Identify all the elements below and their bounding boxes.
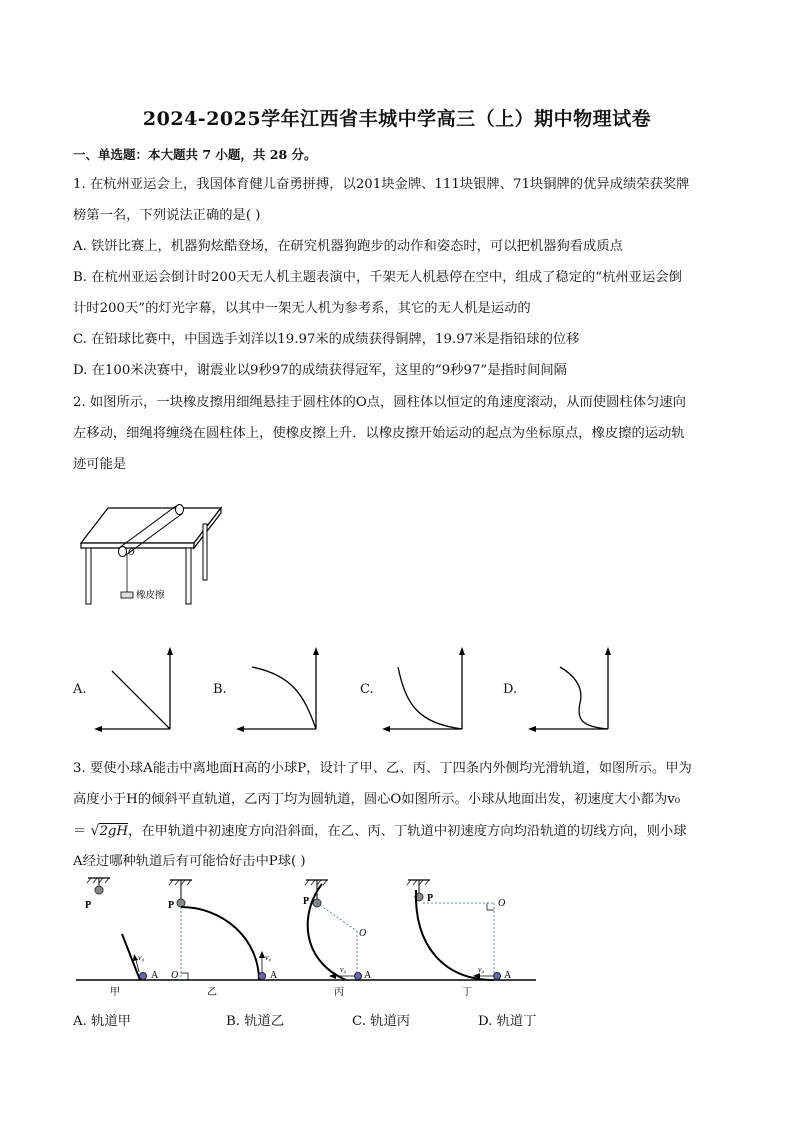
q3-answer-c: C. 轨道丙 xyxy=(352,1014,411,1029)
svg-text:甲: 甲 xyxy=(110,987,120,998)
svg-text:丁: 丁 xyxy=(462,987,472,998)
svg-text:v₀: v₀ xyxy=(138,953,145,962)
q2-option-a-graph xyxy=(90,645,180,735)
q3-answer-a: A. 轨道甲 xyxy=(73,1014,131,1029)
q2-stem-line3: 迹可能是 xyxy=(73,457,127,472)
sqrt-symbol: √ xyxy=(90,823,100,839)
svg-text:A: A xyxy=(364,970,372,981)
svg-text:P: P xyxy=(303,896,310,907)
svg-text:A: A xyxy=(151,970,159,981)
q2-stem-line2: 左移动，细绳将缠绕在圆柱体上，使橡皮擦上升．以橡皮擦开始运动的起点为坐标原点，橡皮擦的运动轨 xyxy=(73,426,685,441)
svg-text:P: P xyxy=(168,900,175,911)
q2-option-d-graph xyxy=(524,645,616,735)
q2-option-c-label: C. xyxy=(360,682,374,697)
svg-text:乙: 乙 xyxy=(207,987,217,998)
q1-stem-line2: 榜第一名，下列说法正确的是( ) xyxy=(73,208,261,223)
q2-option-c-graph xyxy=(378,645,470,735)
q2-option-b-graph xyxy=(232,645,324,735)
section-heading: 一、单选题：本大题共 7 小题，共 28 分。 xyxy=(73,147,317,162)
q1-option-d: D. 在100米决赛中，谢震业以9秒97的成绩获得冠军，这里的“9秒97”是指时间间隔 xyxy=(73,363,567,378)
eraser-label: 橡皮擦 xyxy=(136,590,165,601)
exam-title: 2024-2025学年江西省丰城中学高三（上）期中物理试卷 xyxy=(142,108,652,130)
svg-text:v₀: v₀ xyxy=(478,965,485,974)
q1-option-b-line2: 计时200天”的灯光字幕，以其中一架无人机为参考系，其它的无人机是运动的 xyxy=(73,301,531,316)
q2-option-d-label: D. xyxy=(503,682,518,697)
q3-stem-line3 xyxy=(73,822,723,841)
svg-text:v₀: v₀ xyxy=(340,965,347,974)
sqrt-radicand: 2gH xyxy=(99,824,129,839)
tracks-figure xyxy=(74,876,544,1000)
svg-text:O: O xyxy=(359,928,367,939)
table-cylinder-figure xyxy=(76,500,226,610)
q3-stem-line4: A经过哪种轨道后有可能恰好击中P球( ) xyxy=(73,854,306,869)
svg-text:P: P xyxy=(427,893,434,904)
svg-text:A: A xyxy=(270,970,278,981)
q2-stem-line1: 2. 如图所示，一块橡皮擦用细绳悬挂于圆柱体的O点，圆柱体以恒定的角速度滚动，从而使圆柱体匀速向 xyxy=(73,395,686,410)
svg-text:丙: 丙 xyxy=(334,987,344,998)
svg-text:A: A xyxy=(504,970,512,981)
q3-stem-line2: 高度小于H的倾斜平直轨道，乙丙丁均为圆轨道，圆心O如图所示。小球从地面出发，初速度大小都为v₀ xyxy=(73,792,681,807)
o-label: O xyxy=(128,547,135,557)
svg-text:O: O xyxy=(171,970,179,981)
q1-stem-line1: 1. 在杭州亚运会上，我国体育健儿奋勇拼搏，以201块金牌、111块银牌、71块铜牌的优异成绩荣获奖牌 xyxy=(73,177,690,192)
q3-answer-d: D. 轨道丁 xyxy=(478,1014,537,1029)
q2-option-a-label: A. xyxy=(73,682,87,697)
q3-answer-b: B. 轨道乙 xyxy=(226,1014,285,1029)
q1-option-a: A. 铁饼比赛上，机器狗炫酷登场，在研究机器狗跑步的动作和姿态时，可以把机器狗看成质点 xyxy=(73,239,623,254)
q1-option-c: C. 在铅球比赛中，中国选手刘洋以19.97米的成绩获得铜牌，19.97米是指铅球的位移 xyxy=(73,332,580,347)
svg-text:P: P xyxy=(85,900,92,911)
equals-sign: ＝ xyxy=(73,824,87,839)
q3-stem-line3-rest: ，在甲轨道中初速度方向沿斜面，在乙、丙、丁轨道中初速度方向均沿轨道的切线方向，则小球 xyxy=(128,824,687,839)
svg-text:O: O xyxy=(498,898,506,909)
q1-option-b-line1: B. 在杭州亚运会倒计时200天无人机主题表演中，千架无人机悬停在空中，组成了稳定的“杭州亚运会倒 xyxy=(73,270,682,285)
q3-stem-line1: 3. 要使小球A能击中离地面H高的小球P，设计了甲、乙、丙、丁四条内外侧均光滑轨道，如图所示。甲为 xyxy=(73,761,692,776)
q2-option-b-label: B. xyxy=(213,682,227,697)
svg-text:v₀: v₀ xyxy=(265,953,272,962)
